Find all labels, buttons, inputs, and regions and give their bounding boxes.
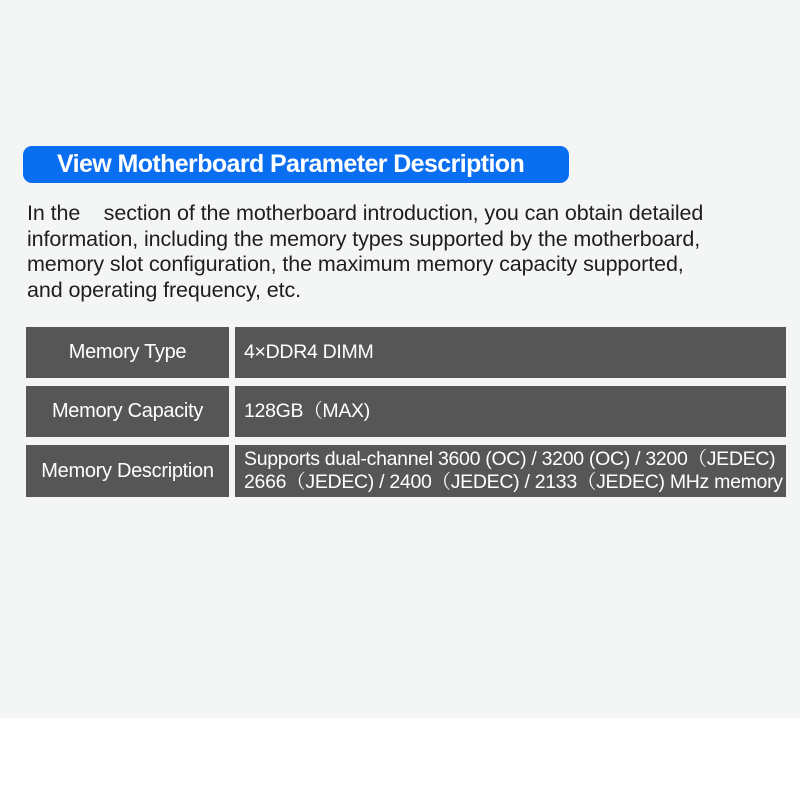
table-row-memory-description [26, 445, 786, 497]
value-line: 2666（JEDEC) / 2400（JEDEC) / 2133（JEDEC) MHz memory [244, 471, 783, 493]
value-line: 128GB（MAX) [244, 400, 370, 422]
value-line: 4×DDR4 DIMM [244, 341, 374, 363]
intro-line: and operating frequency, etc. [27, 277, 301, 302]
value-line: Supports dual-channel 3600 (OC) / 3200 (OC) / 3200（JEDEC) [244, 448, 776, 470]
table-row-memory-type [26, 327, 786, 378]
intro-line: memory slot configuration, the maximum memory capacity supported, [27, 252, 684, 276]
row-label: Memory Description [26, 445, 229, 497]
row-value [235, 445, 786, 497]
row-label: Memory Type [26, 327, 229, 378]
intro-line: information, including the memory types supported by the motherboard, [27, 226, 701, 251]
intro-paragraph [27, 201, 797, 303]
row-value [235, 386, 786, 437]
table-row-memory-capacity [26, 386, 786, 437]
row-label: Memory Capacity [26, 386, 229, 437]
section-title-banner: View Motherboard Parameter Description [23, 146, 569, 183]
intro-line: In the section of the motherboard introduction, you can obtain detailed [27, 201, 704, 225]
row-value [235, 327, 786, 378]
